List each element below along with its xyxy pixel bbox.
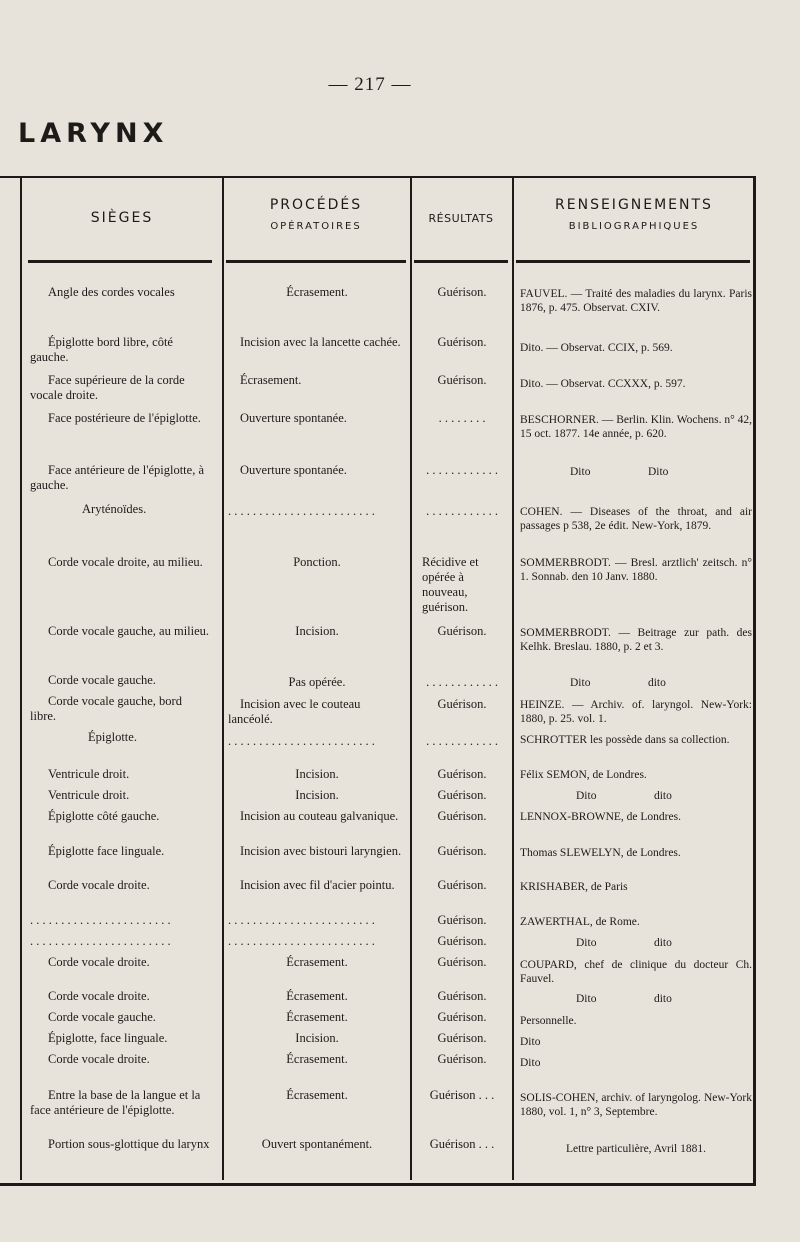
header-rule bbox=[516, 260, 750, 263]
header-renseignements-sub: BIBLIOGRAPHIQUES bbox=[568, 221, 700, 232]
row-result: . . . . . . . . . . . . bbox=[426, 734, 498, 748]
row-reference: Thomas SLEWELYN, de Londres. bbox=[520, 847, 681, 859]
row-procedure: Ouvert spontanément. bbox=[261, 1137, 373, 1151]
row-result: Guérison. bbox=[437, 624, 487, 638]
row-reference: KRISHABER, de Paris bbox=[520, 881, 628, 893]
row-site: . . . . . . . . . . . . . . . . . . . . . . . bbox=[30, 934, 171, 948]
row-reference: COHEN. — Diseases of the throat, and air passages p 538, 2e édit. New-York, 1879. bbox=[520, 506, 752, 532]
row-procedure: Ouverture spontanée. bbox=[240, 411, 347, 425]
row-site: Corde vocale droite. bbox=[48, 1052, 150, 1066]
row-result: Guérison. bbox=[437, 878, 487, 892]
row-result: Guérison. bbox=[437, 335, 487, 349]
row-site: Entre la base de la langue et la face antérieure de l'épiglotte. bbox=[30, 1088, 201, 1117]
row-site: Corde vocale gauche, au milieu. bbox=[48, 624, 210, 638]
row-reference: COUPARD, chef de clinique du docteur Ch. Fauvel. bbox=[520, 959, 752, 985]
column-divider bbox=[410, 176, 412, 1180]
row-site: Angle des cordes vocales bbox=[48, 285, 175, 299]
row-result: Récidive et opérée à nouveau, guérison. bbox=[422, 555, 479, 614]
row-procedure: Écrasement. bbox=[286, 1052, 348, 1066]
row-site: Épiglotte, face linguale. bbox=[48, 1031, 168, 1045]
row-reference: Dito bbox=[520, 1057, 541, 1069]
row-procedure: Ponction. bbox=[293, 555, 341, 569]
row-site: Corde vocale gauche. bbox=[48, 673, 156, 687]
row-result: Guérison. bbox=[437, 697, 487, 711]
row-site: Face postérieure de l'épiglotte. bbox=[48, 411, 201, 425]
column-divider bbox=[512, 176, 514, 1180]
row-result: . . . . . . . . . . . . bbox=[426, 504, 498, 518]
row-result: . . . . . . . . . . . . bbox=[426, 675, 498, 689]
row-procedure: Écrasement. bbox=[286, 989, 348, 1003]
row-reference: Félix SEMON, de Londres. bbox=[520, 769, 647, 781]
row-procedure: Écrasement. bbox=[286, 1088, 348, 1102]
row-procedure: Écrasement. bbox=[286, 1010, 348, 1024]
row-result: Guérison. bbox=[437, 1010, 487, 1024]
row-result: . . . . . . . . . . . . bbox=[426, 463, 498, 477]
row-procedure: . . . . . . . . . . . . . . . . . . . . . . . . bbox=[228, 934, 375, 948]
row-result: Guérison. bbox=[437, 788, 487, 802]
row-reference: ZAWERTHAL, de Rome. bbox=[520, 916, 640, 928]
row-procedure: Incision. bbox=[295, 624, 339, 638]
row-reference: HEINZE. — Archiv. of. laryngol. New-York: 1880, p. 25. vol. 1. bbox=[520, 699, 752, 725]
row-site: Corde vocale gauche, bord libre. bbox=[30, 694, 182, 723]
header-procedes-sub: OPÉRATOIRES bbox=[270, 221, 362, 232]
column-divider bbox=[20, 176, 22, 1180]
row-reference: Dito dito bbox=[570, 677, 666, 689]
section-title: LARYNX bbox=[18, 118, 169, 149]
row-site: Corde vocale droite. bbox=[48, 878, 150, 892]
header-rule bbox=[28, 260, 212, 263]
row-procedure: Écrasement. bbox=[286, 955, 348, 969]
row-procedure: Ouverture spontanée. bbox=[240, 463, 347, 477]
row-procedure: Incision avec bistouri laryngien. bbox=[240, 844, 402, 858]
row-reference: SOLIS-COHEN, archiv. of laryngolog. New-York 1880, vol. 1, n° 3, Septembre. bbox=[520, 1092, 752, 1118]
row-site: Portion sous-glottique du larynx bbox=[48, 1137, 210, 1151]
header-renseignements-label: RENSEIGNEMENTS bbox=[555, 197, 713, 213]
row-reference: Dito. — Observat. CCXXX, p. 597. bbox=[520, 378, 686, 390]
row-site: Corde vocale droite, au milieu. bbox=[48, 555, 203, 569]
row-result: Guérison . . . bbox=[429, 1137, 495, 1151]
header-procedes-label: PROCÉDÉS bbox=[269, 197, 363, 213]
header-procedes bbox=[222, 197, 410, 232]
row-procedure: Incision avec le couteau lancéolé. bbox=[228, 697, 361, 726]
row-result: Guérison. bbox=[437, 955, 487, 969]
row-result: Guérison. bbox=[437, 809, 487, 823]
row-site: Épiglotte bord libre, côté gauche. bbox=[30, 335, 173, 364]
column-divider bbox=[222, 176, 224, 1180]
row-site: Face antérieure de l'épiglotte, à gauche. bbox=[30, 463, 204, 492]
header-renseignements bbox=[512, 197, 756, 232]
row-site: Ventricule droit. bbox=[48, 788, 130, 802]
row-reference: SOMMERBRODT. — Bresl. arztlich' zeitsch. n° 1. Sonnab. den 10 Janv. 1880. bbox=[520, 557, 752, 583]
row-reference: Dito Dito bbox=[570, 466, 669, 478]
row-procedure: . . . . . . . . . . . . . . . . . . . . . . . . bbox=[228, 504, 375, 518]
header-resultats: RÉSULTATS bbox=[428, 212, 494, 225]
row-result: Guérison. bbox=[437, 934, 487, 948]
row-reference: Dito bbox=[520, 1036, 541, 1048]
row-reference: Dito dito bbox=[576, 937, 672, 949]
row-site: Aryténoïdes. bbox=[82, 502, 147, 516]
row-procedure: . . . . . . . . . . . . . . . . . . . . . . . . bbox=[228, 913, 375, 927]
row-result: . . . . . . . . bbox=[438, 411, 486, 425]
row-result: Guérison. bbox=[437, 373, 487, 387]
row-reference: Dito dito bbox=[576, 993, 672, 1005]
row-site: Ventricule droit. bbox=[48, 767, 130, 781]
row-reference: SOMMERBRODT. — Beitrage zur path. des Kelhk. Breslau. 1880, p. 2 et 3. bbox=[520, 627, 752, 653]
header-rule bbox=[226, 260, 406, 263]
row-result: Guérison. bbox=[437, 913, 487, 927]
row-site: Épiglotte face linguale. bbox=[48, 844, 165, 858]
row-result: Guérison. bbox=[437, 1052, 487, 1066]
row-result: Guérison. bbox=[437, 1031, 487, 1045]
row-reference: BESCHORNER. — Berlin. Klin. Wochens. n° 42, 15 oct. 1877. 14e année, p. 620. bbox=[520, 414, 752, 440]
row-result: Guérison. bbox=[437, 989, 487, 1003]
row-result: Guérison. bbox=[437, 285, 487, 299]
header-rule bbox=[414, 260, 508, 263]
row-procedure: Incision avec la lancette cachée. bbox=[240, 335, 401, 349]
row-site: Corde vocale gauche. bbox=[48, 1010, 156, 1024]
row-procedure: Incision avec fil d'acier pointu. bbox=[240, 878, 395, 892]
row-procedure: Incision. bbox=[295, 788, 339, 802]
row-reference: Dito. — Observat. CCIX, p. 569. bbox=[520, 342, 673, 354]
row-site: Corde vocale droite. bbox=[48, 955, 150, 969]
header-sieges: SIÈGES bbox=[90, 210, 154, 226]
row-result: Guérison . . . bbox=[429, 1088, 495, 1102]
row-site: Épiglotte. bbox=[88, 730, 137, 744]
row-site: Épiglotte côté gauche. bbox=[48, 809, 160, 823]
row-procedure: Incision. bbox=[295, 1031, 339, 1045]
row-procedure: Incision au couteau galvanique. bbox=[240, 809, 399, 823]
row-procedure: Écrasement. bbox=[240, 373, 302, 387]
page-number: — 217 — bbox=[328, 74, 412, 95]
row-reference: Dito dito bbox=[576, 790, 672, 802]
row-site: . . . . . . . . . . . . . . . . . . . . . . . bbox=[30, 913, 171, 927]
row-procedure: Pas opérée. bbox=[288, 675, 346, 689]
row-result: Guérison. bbox=[437, 767, 487, 781]
row-reference: FAUVEL. — Traité des maladies du larynx. Paris 1876, p. 475. Observat. CXIV. bbox=[520, 288, 752, 314]
row-procedure: Incision. bbox=[295, 767, 339, 781]
row-site: Face supérieure de la corde vocale droite. bbox=[30, 373, 185, 402]
row-result: Guérison. bbox=[437, 844, 487, 858]
row-reference: SCHROTTER les possède dans sa collection. bbox=[520, 734, 730, 746]
row-procedure: . . . . . . . . . . . . . . . . . . . . . . . . bbox=[228, 734, 375, 748]
row-reference: Personnelle. bbox=[520, 1015, 577, 1027]
row-reference: Lettre particulière, Avril 1881. bbox=[566, 1143, 706, 1155]
row-procedure: Écrasement. bbox=[286, 285, 348, 299]
row-site: Corde vocale droite. bbox=[48, 989, 150, 1003]
row-reference: LENNOX-BROWNE, de Londres. bbox=[520, 811, 681, 823]
